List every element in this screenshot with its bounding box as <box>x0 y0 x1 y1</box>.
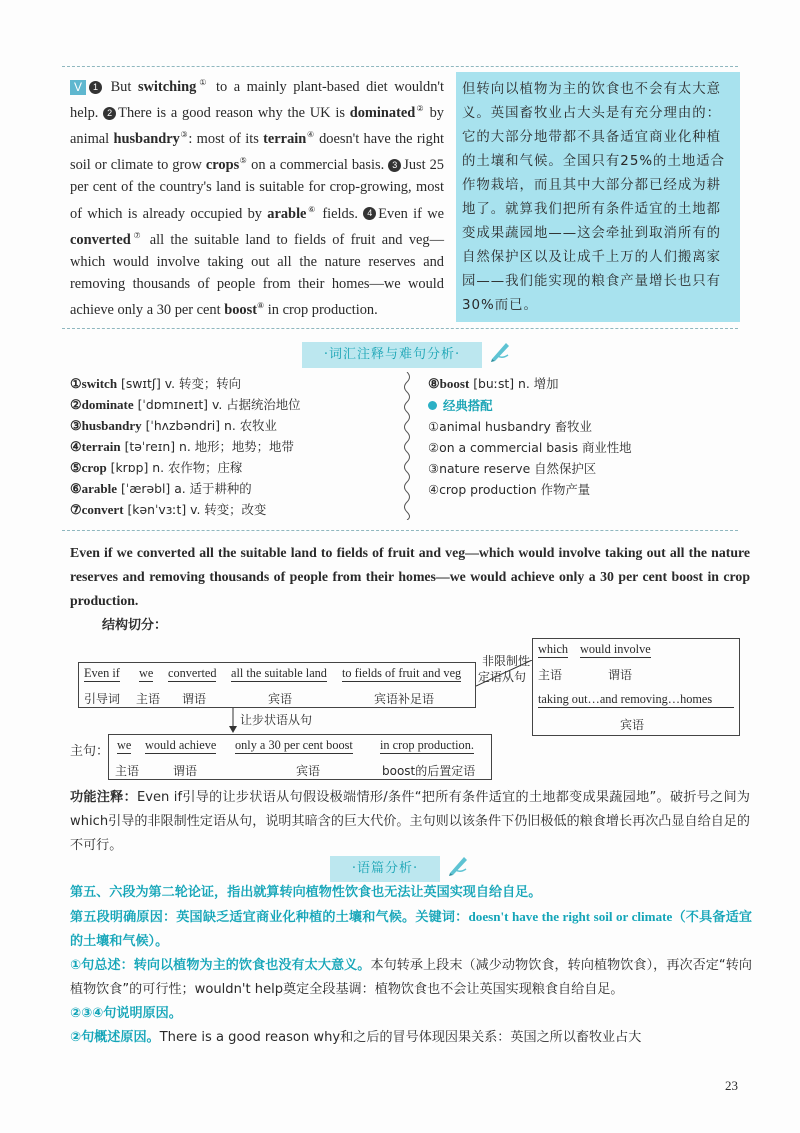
diagram-role: 宾语 <box>268 692 293 706</box>
bullet-icon <box>428 401 437 410</box>
diagram-word: Even if <box>84 666 120 680</box>
diagram-word: converted <box>168 666 217 680</box>
diagram-role: 主语 <box>538 668 563 682</box>
vocab-item: ⑥arable [ˈærəbl] a. 适于耕种的 <box>70 481 252 496</box>
vocab-item: ④terrain [təˈreɪn] n. 地形；地势；地带 <box>70 439 294 454</box>
pen-icon <box>488 337 514 363</box>
diagram-role: 宾语补足语 <box>374 692 435 706</box>
collocation-item: ①animal husbandry 畜牧业 <box>428 419 592 434</box>
main-clause-label: 主句： <box>70 744 110 759</box>
sentence-number-4: 4 <box>363 207 376 220</box>
diagram-word: taking out…and removing…homes <box>538 692 734 708</box>
vocab-item: ⑤crop [krɒp] n. 农作物；庄稼 <box>70 460 243 475</box>
relative-clause-label: 定语从句 <box>478 670 527 684</box>
chinese-translation: 但转向以植物为主的饮食也不会有太大意义。英国畜牧业占大头是有充分理由的：它的大部分地带都不具备适宜商业化种植的土壤和气候。全国只有25%的土地适合作物栽培，而且其中大部分都已经成为耕地了。就算我们把所有条件适宜的土地都变成果蔬园地——这会牵扯到取消所有的自然保护区以及让成千上万的人们搬离家园——我们能实现的粮食产量增长也只有30%而已。 <box>456 72 740 322</box>
english-passage: V 1 But switching① to a mainly plant-based diet wouldn't help. 2 There is a good reason why the UK is dominated② by animal husbandry③: most of its terrain④ doesn't have the right soil or climate to grow crops⑤ on a commercial basis. 3 Just 25 per cent of the country's land is suitable for crop-growing, most of which is already occupied by arable⑥ fields. 4 Even if we converted⑦ all the suitable land to fields of fruit and veg—which would involve taking out all the nature reserves and removing thousands of people from their homes—we would achieve only a 30 per cent boost⑧ in crop production. <box>70 78 445 319</box>
diagram-word: we <box>139 666 154 680</box>
connector-arrow <box>476 660 536 688</box>
diagram-word: would achieve <box>145 738 217 752</box>
vocab-list <box>70 373 400 520</box>
sentence-number-3: 3 <box>388 159 401 172</box>
diagram-role: 宾语 <box>620 718 645 732</box>
vocab-item: ①switch [swɪtʃ] v. 转变；转向 <box>70 376 242 391</box>
diagram-word: in crop production. <box>380 738 474 752</box>
collocation-panel <box>428 373 748 500</box>
analysis-section-title: ·语篇分析· <box>330 856 440 882</box>
vocab-item: ②dominate [ˈdɒmɪneɪt] v. 占据统治地位 <box>70 397 301 412</box>
diagram-word: would involve <box>580 642 651 656</box>
collocation-item: ③nature reserve 自然保护区 <box>428 461 597 476</box>
diagram-word: to fields of fruit and veg <box>342 666 462 680</box>
diagram-role: 谓语 <box>608 668 633 682</box>
wavy-divider <box>401 372 413 520</box>
divider <box>62 530 738 531</box>
page-number: 23 <box>725 1078 738 1093</box>
collocation-heading: 经典搭配 <box>428 395 748 416</box>
diagram-role: 主语 <box>115 764 140 778</box>
divider <box>62 66 738 67</box>
pen-icon <box>446 851 472 877</box>
diagram-word: we <box>117 738 132 752</box>
diagram-role: 谓语 <box>173 764 198 778</box>
diagram-role: 引导词 <box>84 692 121 706</box>
adverbial-clause-label: 让步状语从句 <box>240 713 313 727</box>
discourse-analysis: 第五、六段为第二轮论证，指出就算转向植物性饮食也无法让英国实现自给自足。 第五段明确原因：英国缺乏适宜商业化种植的土壤和气候。关键词：doesn't have the right soil or climate（不具备适宜的土壤和气候）。 ①句总述：转向以植物为主的饮食也没有太大意义。本句转承上段末（减少动物饮食，转向植物饮食），再次否定“转向植物饮食”的可行性；wouldn't help奠定全段基调：植物饮食也不会让英国实现粮食自给自足。 ②③④句说明原因。 ②句概述原因。There is a good reason why和之后的冒号体现因果关系：英国之所以畜牧业占大 <box>70 885 753 1045</box>
down-arrow-icon <box>226 708 240 734</box>
vocab-item: ③husbandry [ˈhʌzbəndri] n. 农牧业 <box>70 418 277 433</box>
sentence-number-1: 1 <box>89 81 102 94</box>
diagram-role: 主语 <box>136 692 161 706</box>
relative-clause-label: 非限制性 <box>482 654 531 668</box>
paragraph-badge: V <box>70 80 86 95</box>
vocab-item: ⑦convert [kənˈvɜːt] v. 转变；改变 <box>70 502 267 517</box>
diagram-role: boost的后置定语 <box>382 764 476 778</box>
diagram-word: which <box>538 642 569 656</box>
function-note: 功能注释：Even if引导的让步状语从句假设极端情形/条件“把所有条件适宜的土地都变成果蔬园地”。破折号之间为which引导的非限制性定语从句，说明其暗含的巨大代价。主句则以该条件下仍旧极低的粮食增长再次凸显自给自足的不可行。 <box>70 790 751 853</box>
difficult-sentence: Even if we converted all the suitable land to fields of fruit and veg—which would involve taking out all the nature reserves and removing thousands of people from their homes—we would achieve only a 30 per cent boost in crop production. <box>70 545 750 608</box>
collocation-item: ④crop production 作物产量 <box>428 482 591 497</box>
collocation-item: ②on a commercial basis 商业性地 <box>428 440 632 455</box>
diagram-role: 谓语 <box>182 692 207 706</box>
diagram-word: all the suitable land <box>231 666 327 680</box>
diagram-role: 宾语 <box>296 764 321 778</box>
structure-label: 结构切分： <box>102 618 168 633</box>
divider <box>62 328 738 329</box>
vocab-section-title: ·词汇注释与难句分析· <box>302 342 482 368</box>
sentence-number-2: 2 <box>103 107 116 120</box>
diagram-word: only a 30 per cent boost <box>235 738 353 752</box>
vocab-item: ⑧boost [buːst] n. 增加 <box>428 376 559 391</box>
